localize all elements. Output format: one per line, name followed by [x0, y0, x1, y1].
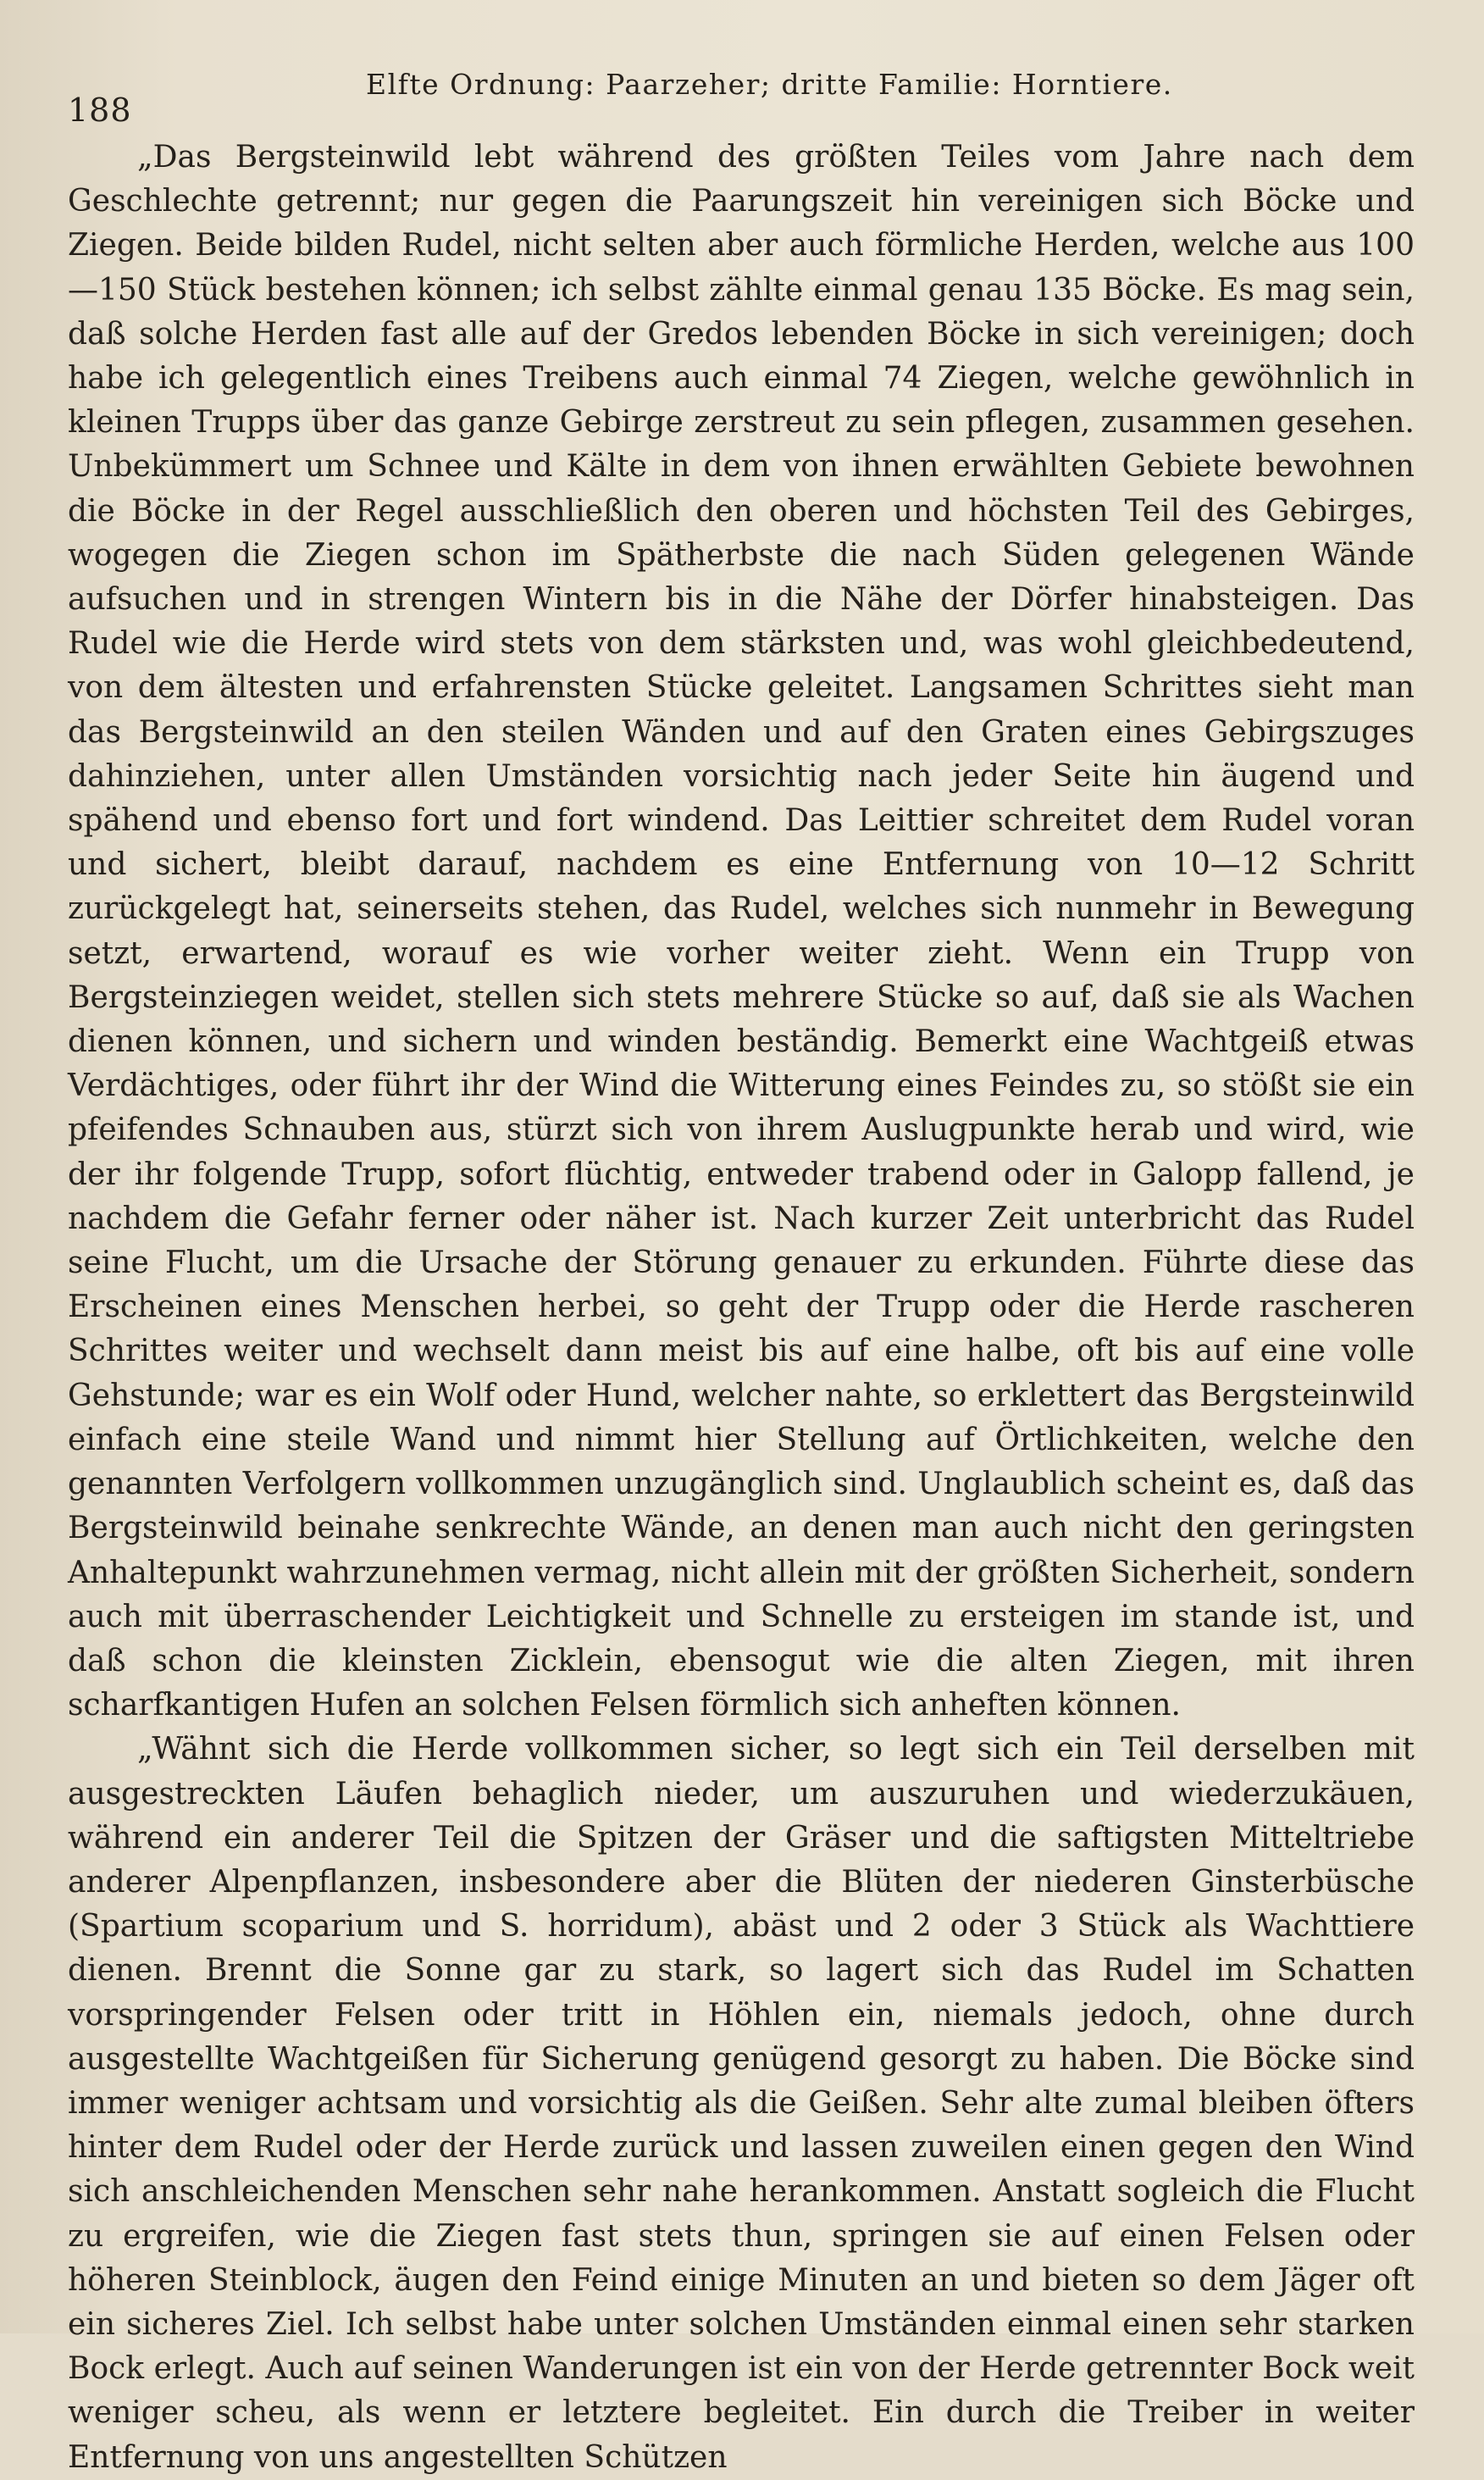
paragraph: „Das Bergsteinwild lebt während des größten Teiles vom Jahre nach dem Geschlechte getrennt; nur gegen die Paarungszeit hin vereinigen sich Böcke und Ziegen. Beide bilden Rudel, nicht selten aber auch förmliche Herden, welche aus 100—150 Stück bestehen können; ich selbst zählte einmal genau 135 Böcke. Es mag sein, daß solche Herden fast alle auf der Gredos lebenden Böcke in sich vereinigen; doch habe ich gelegentlich eines Treibens auch einmal 74 Ziegen, welche gewöhnlich in kleinen Trupps über das ganze Gebirge zerstreut zu sein pflegen, zusammen gesehen. Unbekümmert um Schnee und Kälte in dem von ihnen erwählten Gebiete bewohnen die Böcke in der Regel ausschließlich den oberen und höchsten Teil des Gebirges, wogegen die Ziegen schon im Spätherbste die nach Süden gelegenen Wände aufsuchen und in strengen Wintern bis in die Nähe der Dörfer hinabsteigen. Das Rudel wie die Herde wird stets von dem stärksten und, was wohl gleichbedeutend, von dem ältesten und erfahrensten Stücke geleitet. Langsamen Schrittes sieht man das Bergsteinwild an den steilen Wänden und auf den Graten eines Gebirgszuges dahinziehen, unter allen Umständen vorsichtig nach jeder Seite hin äugend und spähend und ebenso fort und fort windend. Das Leittier schreitet dem Rudel voran und sichert, bleibt darauf, nachdem es eine Entfernung von 10—12 Schritt zurückgelegt hat, seinerseits stehen, das Rudel, welches sich nunmehr in Bewegung setzt, erwartend, worauf es wie vorher weiter zieht. Wenn ein Trupp von Bergsteinziegen weidet, stellen sich stets mehrere Stücke so auf, daß sie als Wachen dienen können, und sichern und winden beständig. Bemerkt eine Wachtgeiß etwas Verdächtiges, oder führt ihr der Wind die Witterung eines Feindes zu, so stößt sie ein pfeifendes Schnauben aus, stürzt sich von ihrem Auslugpunkte herab und wird, wie der ihr folgende Trupp, sofort flüchtig, entweder trabend oder in Galopp fallend, je nachdem die Gefahr ferner oder näher ist. Nach kurzer Zeit unterbricht das Rudel seine Flucht, um die Ursache der Störung genauer zu erkunden. Führte diese das Erscheinen eines Menschen herbei, so geht der Trupp oder die Herde rascheren Schrittes weiter und wechselt dann meist bis auf eine halbe, oft bis auf eine volle Gehstunde; war es ein Wolf oder Hund, welcher nahte, so erklettert das Bergsteinwild einfach eine steile Wand und nimmt hier Stellung auf Örtlichkeiten, welche den genannten Verfolgern vollkommen unzugänglich sind. Unglaublich scheint es, daß das Bergsteinwild beinahe senkrechte Wände, an denen man auch nicht den geringsten Anhaltepunkt wahrzunehmen vermag, nicht allein mit der größten Sicherheit, sondern auch mit überraschender Leichtigkeit und Schnelle zu ersteigen im stande ist, und daß schon die kleinsten Zicklein, ebensogut wie die alten Ziegen, mit ihren scharfkantigen Hufen an solchen Felsen förmlich sich anheften können.	[68, 140, 1415, 1723]
page-number: 188	[68, 92, 132, 129]
running-head: Elfte Ordnung: Paarzeher; dritte Familie: Horntiere.	[366, 68, 1173, 101]
page-header	[68, 59, 1423, 127]
paragraph: „Wähnt sich die Herde vollkommen sicher, so legt sich ein Teil derselben mit ausgestreckten Läufen behaglich nieder, um auszuruhen und wiederzukäuen, während ein anderer Teil die Spitzen der Gräser und die saftigsten Mitteltriebe anderer Alpenpflanzen, insbesondere aber die Blüten der niederen Ginsterbüsche (Spartium scoparium und S. horridum), abäst und 2 oder 3 Stück als Wachttiere dienen. Brennt die Sonne gar zu stark, so lagert sich das Rudel im Schatten vorspringender Felsen oder tritt in Höhlen ein, niemals jedoch, ohne durch ausgestellte Wachtgeißen für Sicherung genügend gesorgt zu haben. Die Böcke sind immer weniger achtsam und vorsichtig als die Geißen. Sehr alte zumal bleiben öfters hinter dem Rudel oder der Herde zurück und lassen zuweilen einen gegen den Wind sich anschleichenden Menschen sehr nahe herankommen. Anstatt sogleich die Flucht zu ergreifen, wie die Ziegen fast stets thun, springen sie auf einen Felsen oder höheren Steinblock, äugen den Feind einige Minuten an und bieten so dem Jäger oft ein sicheres Ziel. Ich selbst habe unter solchen Umständen einmal einen sehr starken Bock erlegt. Auch auf seinen Wanderungen ist ein von der Herde getrennter Bock weit weniger scheu, als wenn er letztere begleitet. Ein durch die Treiber in weiter Entfernung von uns angestellten Schützen	[68, 1732, 1415, 2475]
body-text	[68, 136, 1415, 2480]
